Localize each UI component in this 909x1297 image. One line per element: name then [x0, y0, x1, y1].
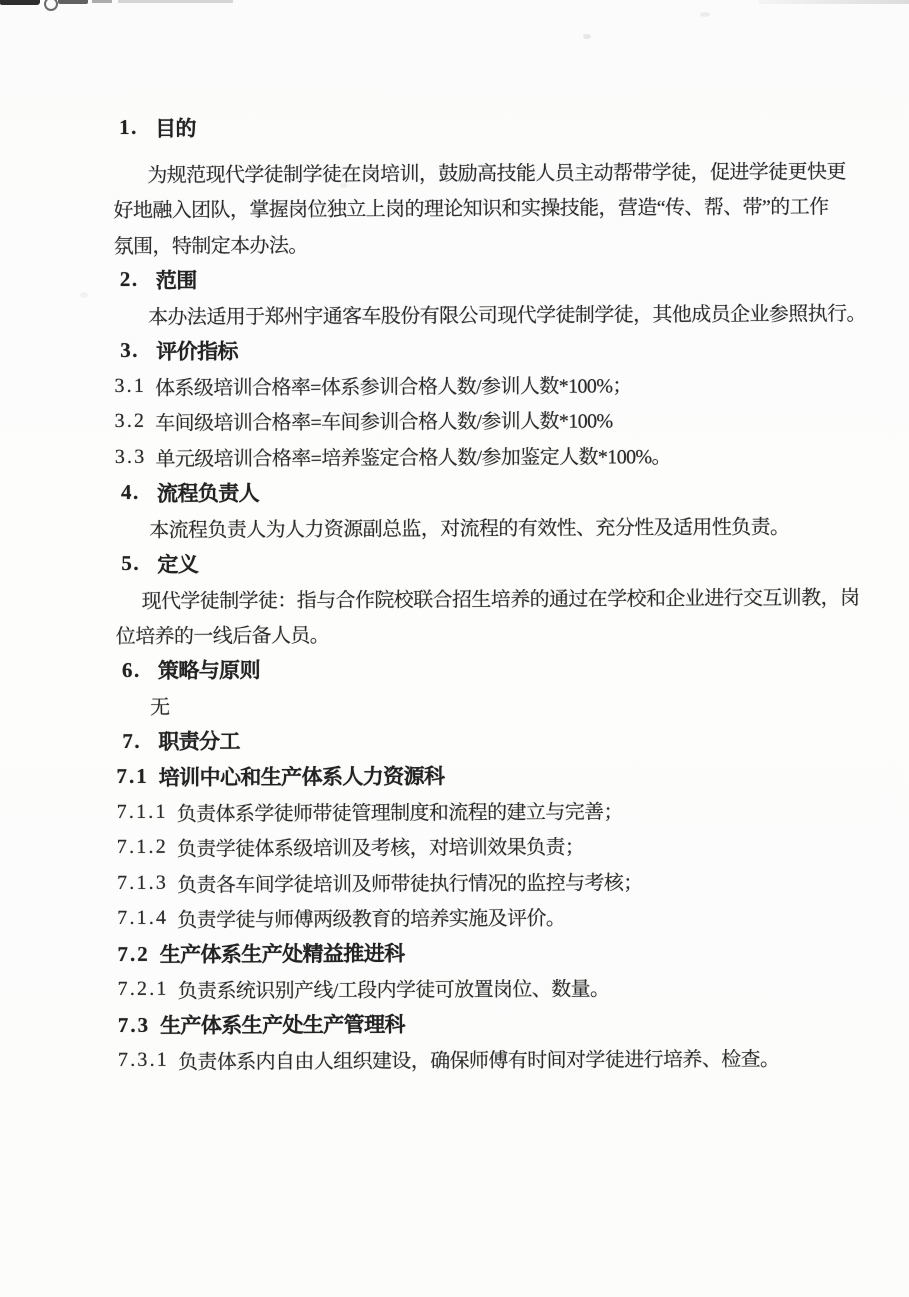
subsection-7-2-heading: [117, 933, 857, 972]
item-number: 7.1.2: [116, 835, 168, 859]
section-title: 流程负责人: [156, 480, 260, 506]
section-title: 定义: [157, 552, 199, 577]
subsection-number: 7.1: [116, 764, 149, 789]
paragraph-line: 氛围，特制定本办法。: [113, 234, 308, 258]
paragraph-line: 好地融入团队，掌握岗位独立上岗的理论知识和实操技能，营造“传、帮、带”的工作: [113, 196, 829, 223]
scan-smudge: [700, 12, 710, 17]
section-number: 4.: [120, 480, 140, 505]
list-item-7-2-1: 7.2.1 负责系统识别产线/工段内学徒可放置岗位、数量。: [117, 977, 610, 1003]
subsection-number: 7.2: [117, 941, 150, 966]
scan-artifact-top-strip: [58, 0, 88, 4]
subsection-title: 生产体系生产处生产管理科: [159, 1012, 405, 1039]
section-number: 2.: [119, 267, 139, 292]
scan-smudge: [583, 34, 591, 39]
document-body: [113, 106, 866, 1078]
item-number: 3.2: [114, 410, 147, 433]
scan-artifact-top-strip: [118, 0, 233, 3]
list-item-7-3-1: 7.3.1 负责体系内自由人组织建设，确保师傅有时间对学徒进行培养、检查。: [117, 1048, 780, 1074]
section-7-heading: [116, 720, 856, 759]
subsection-number: 7.3: [117, 1012, 151, 1037]
section-2-heading: [114, 258, 854, 297]
section-6-heading: [116, 649, 856, 688]
section-title: 评价指标: [156, 339, 238, 364]
section-title: 范围: [155, 268, 197, 293]
paragraph-line: 本办法适用于郑州宇通客车股份有限公司现代学徒制学徒，其他成员企业参照执行。: [148, 302, 866, 329]
paragraph-line: 位培养的一线后备人员。: [115, 625, 330, 649]
item-number: 7.1.1: [116, 800, 168, 823]
section-5-heading: [115, 542, 855, 581]
section-number: 1.: [119, 115, 138, 140]
subsection-7-1-heading: [116, 755, 856, 794]
section-number: 5.: [121, 551, 141, 576]
subsection-7-3-heading: [118, 1004, 858, 1043]
paragraph-line: 现代学徒制学徒：指与合作院校联合招生培养的通过在学校和企业进行交互训教，岗: [141, 586, 860, 613]
scan-artifact-top-strip: [92, 0, 112, 3]
list-item-3-2: 3.2 车间级培训合格率=车间参训合格人数/参训人数*100%: [114, 410, 613, 436]
subsection-title: 生产体系生产处精益推进科: [159, 941, 405, 968]
section-number: 3.: [120, 338, 140, 363]
section-title: 职责分工: [158, 729, 240, 755]
section-1-heading: [113, 106, 853, 145]
list-item-3-3: 3.3 单元级培训合格率=培养鉴定合格人数/参加鉴定人数*100%。: [114, 445, 671, 471]
scan-artifact-top-right: [759, 0, 909, 4]
item-number: 3.3: [114, 445, 147, 468]
section-4-heading: [115, 471, 855, 510]
section-number: 6.: [121, 657, 141, 682]
section-title: 目的: [155, 116, 196, 141]
item-number: 7.1.3: [116, 871, 169, 894]
item-number: 7.1.4: [117, 906, 169, 930]
section-title: 策略与原则: [157, 658, 260, 684]
list-item-7-1-1: 7.1.1 负责体系学徒师带徒管理制度和流程的建立与完善；: [116, 800, 623, 826]
list-item-7-1-2: 7.1.2 负责学徒体系级培训及考核，对培训效果负责；: [116, 835, 585, 861]
scan-artifact-ring: [44, 0, 58, 11]
paragraph-line: 无: [150, 696, 170, 720]
list-item-3-1: 3.1 体系级培训合格率=体系参训合格人数/参训人数*100%；: [114, 374, 632, 400]
item-number: 7.2.1: [117, 977, 169, 1001]
paragraph-line: 为规范现代学徒制学徒在岗培训，鼓励高技能人员主动帮带学徒，促进学徒更快更: [147, 160, 846, 187]
section-number: 7.: [122, 728, 142, 753]
scan-smudge: [80, 292, 88, 298]
item-number: 7.3.1: [117, 1048, 170, 1072]
paragraph-line: 本流程负责人为人力资源副总监，对流程的有效性、充分性及适用性负责。: [149, 516, 790, 542]
subsection-title: 培训中心和生产体系人力资源科: [158, 764, 445, 790]
section-3-heading: [114, 329, 854, 368]
scan-artifact-top-left: [0, 0, 40, 5]
list-item-7-1-3: 7.1.3 负责各车间学徒培训及师带徒执行情况的监控与考核；: [116, 871, 643, 897]
list-item-7-1-4: 7.1.4 负责学徒与师傅两级教育的培养实施及评价。: [117, 906, 566, 932]
item-number: 3.1: [114, 374, 147, 397]
